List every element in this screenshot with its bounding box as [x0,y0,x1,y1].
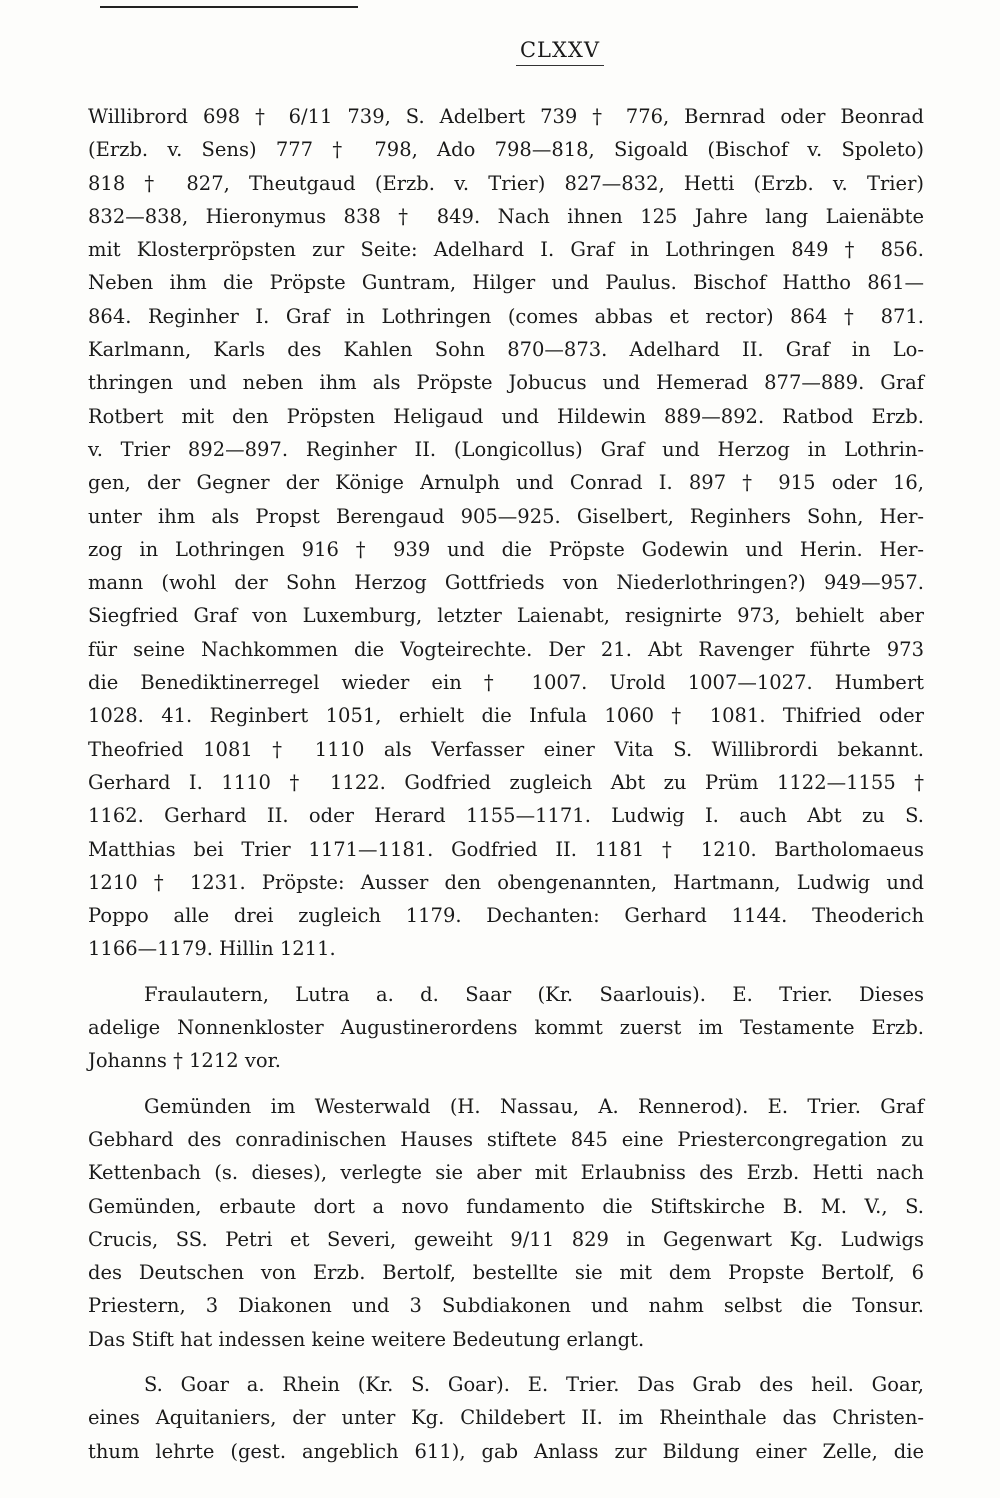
text-line: Das Stift hat indessen keine weitere Bedeutung erlangt. [88,1327,645,1351]
text-line: Gemünden im Westerwald (H. Nassau, A. Rennerod). E. Trier. Graf [144,1094,924,1118]
text-line: Fraulautern, Lutra a. d. Saar (Kr. Saarlouis). E. Trier. Dieses [144,982,924,1006]
paragraph-st-goar [88,1368,924,1468]
text-line: Kettenbach (s. dieses), verlegte sie aber mit Erlaubniss des Erzb. Hetti nach [88,1161,924,1185]
paragraph-gemuenden [88,1090,924,1356]
text-line: Siegfried Graf von Luxemburg, letzter Laienabt, resignirte 973, behielt aber [88,604,924,628]
text-line: für seine Nachkommen die Vogteirechte. Der 21. Abt Ravenger führte 973 [88,637,924,661]
text-line: 864. Reginher I. Graf in Lothringen (comes abbas et rector) 864 † 871. [88,304,924,328]
folio-number: CLXXV [516,38,604,66]
text-line: S. Goar a. Rhein (Kr. S. Goar). E. Trier. Das Grab des heil. Goar, [144,1372,924,1396]
text-line: eines Aquitaniers, der unter Kg. Childebert II. im Rheinthale das Christen- [88,1406,924,1430]
text-line: unter ihm als Propst Berengaud 905—925. Giselbert, Reginhers Sohn, Her- [88,504,924,528]
text-line: Neben ihm die Pröpste Guntram, Hilger und Paulus. Bischof Hattho 861— [88,271,924,295]
text-line: mann (wohl der Sohn Herzog Gottfrieds von Niederlothringen?) 949—957. [88,571,924,595]
text-line: Poppo alle drei zugleich 1179. Dechanten: Gerhard 1144. Theoderich [88,904,924,928]
text-line: Matthias bei Trier 1171—1181. Godfried II. 1181 † 1210. Bartholomaeus [88,837,924,861]
text-line: 1210 † 1231. Pröpste: Ausser den obengenannten, Hartmann, Ludwig und [88,870,924,894]
text-line: 1166—1179. Hillin 1211. [88,937,336,961]
text-line: Crucis, SS. Petri et Severi, geweiht 9/11 829 in Gegenwart Kg. Ludwigs [88,1227,924,1251]
text-line: Willibrord 698 † 6/11 739, S. Adelbert 739 † 776, Bernrad oder Beonrad [88,105,924,128]
text-line: 1162. Gerhard II. oder Herard 1155—1171. Ludwig I. auch Abt zu S. [88,804,924,828]
text-line: des Deutschen von Erzb. Bertolf, bestellte sie mit dem Propste Bertolf, 6 [88,1261,924,1285]
text-line: (Erzb. v. Sens) 777 † 798, Ado 798—818, Sigoald (Bischof v. Spoleto) [88,138,924,162]
text-line: Gebhard des conradinischen Hauses stiftete 845 eine Priestercongregation zu [88,1127,924,1151]
text-line: 832—838, Hieronymus 838 † 849. Nach ihnen 125 Jahre lang Laienäbte [88,204,924,228]
text-line: adelige Nonnenkloster Augustinerordens kommt zuerst im Testamente Erzb. [88,1016,924,1040]
text-line: Rotbert mit den Pröpsten Heligaud und Hildewin 889—892. Ratbod Erzb. [88,404,924,428]
text-line: Gerhard I. 1110 † 1122. Godfried zugleich Abt zu Prüm 1122—1155 † [88,770,924,794]
text-line: gen, der Gegner der Könige Arnulph und Conrad I. 897 † 915 oder 16, [88,471,924,495]
paragraph-fraulautern [88,978,924,1078]
page-folio [0,38,1000,66]
text-line: Theofried 1081 † 1110 als Verfasser einer Vita S. Willibrordi bekannt. [88,737,924,761]
text-line: Gemünden, erbaute dort a novo fundamento die Stiftskirche B. M. V., S. [88,1194,924,1218]
text-line: die Benediktinerregel wieder ein † 1007. Urold 1007—1027. Humbert [88,671,924,695]
text-line: Karlmann, Karls des Kahlen Sohn 870—873. Adelhard II. Graf in Lo- [88,338,924,362]
text-line: zog in Lothringen 916 † 939 und die Pröpste Godewin und Herin. Her- [88,537,924,561]
text-line: v. Trier 892—897. Reginher II. (Longicollus) Graf und Herzog in Lothrin- [88,437,924,461]
page-body [88,100,924,1468]
top-rule [100,6,358,8]
text-line: thringen und neben ihm als Pröpste Jobucus und Hemerad 877—889. Graf [88,371,924,395]
text-line: 1028. 41. Reginbert 1051, erhielt die Infula 1060 † 1081. Thifried oder [88,704,924,728]
text-line: mit Klosterpröpsten zur Seite: Adelhard I. Graf in Lothringen 849 † 856. [88,238,924,262]
paragraph-willibrord-abbots [88,100,924,966]
text-line: Johanns † 1212 vor. [88,1049,281,1073]
text-line: 818 † 827, Theutgaud (Erzb. v. Trier) 827—832, Hetti (Erzb. v. Trier) [88,171,924,195]
text-line: Priestern, 3 Diakonen und 3 Subdiakonen und nahm selbst die Tonsur. [88,1294,924,1318]
text-line: thum lehrte (gest. angeblich 611), gab Anlass zur Bildung einer Zelle, die [88,1439,924,1463]
